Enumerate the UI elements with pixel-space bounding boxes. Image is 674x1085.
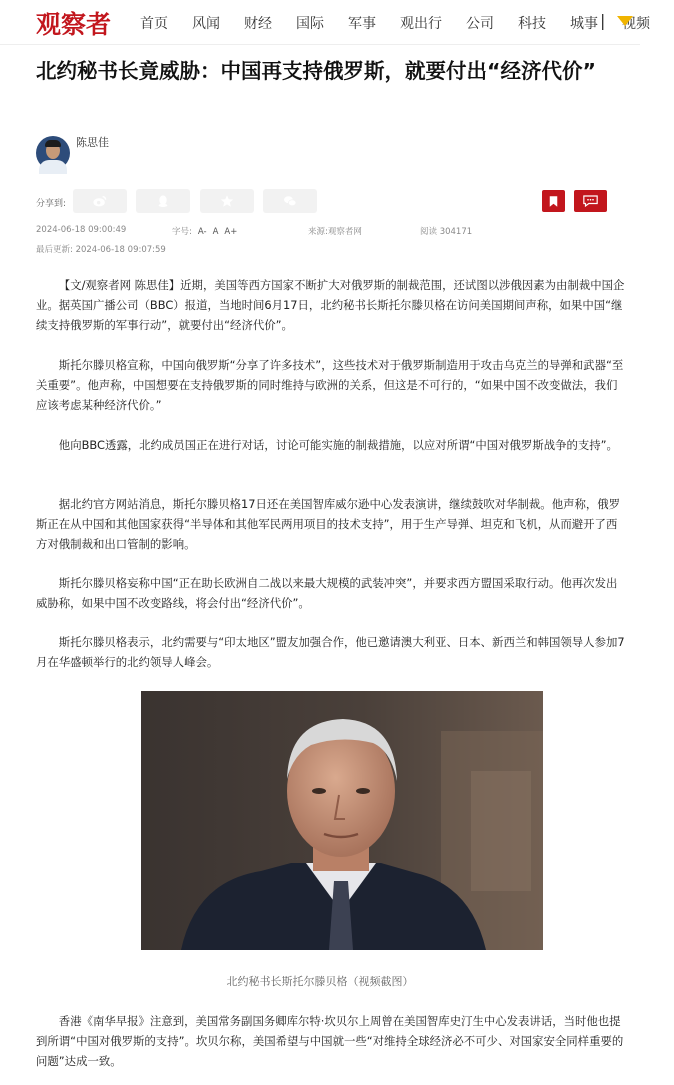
share-label: 分享到: (36, 199, 67, 209)
article-source: 来源:观察者网 (308, 227, 362, 237)
star-icon (220, 194, 234, 208)
nav-item-company[interactable]: 公司 (466, 16, 494, 32)
nav-item-fengwen[interactable]: 风闻 (192, 16, 220, 32)
comment-button[interactable] (574, 190, 607, 212)
nav-more-chevron-icon[interactable] (617, 16, 633, 26)
font-size-label: 字号: (172, 227, 192, 237)
qq-penguin-icon (156, 194, 170, 208)
nav-separator: | (600, 11, 606, 30)
nav-item-city[interactable]: 城事 (570, 16, 598, 32)
nav-item-travel[interactable]: 观出行 (400, 16, 442, 32)
article-paragraph: 他向BBC透露，北约成员国正在进行对话，讨论可能实施的制裁措施，以应对所谓“中国对俄罗斯战争的支持”。 (58, 438, 618, 452)
article-paragraph: 【文/观察者网 陈思佳】近期，美国等西方国家不断扩大对俄罗斯的制裁范围，还试图以涉俄因素为由制裁中国企业。据英国广播公司（BBC）报道，当地时间6月17日，北约秘书长斯托尔滕贝格在访问美国期间声称，如果中国“继续支持俄罗斯的军事行动”，就要付出“经济代价”。 (36, 278, 625, 332)
font-size-increase-button[interactable]: A+ (224, 227, 238, 237)
article-paragraph: 斯托尔滕贝格妄称中国“正在助长欧洲自二战以来最大规模的武装冲突”，并要求西方盟国采取行动。他再次发出威胁称，如果中国不改变路线，将会付出“经济代价”。 (36, 576, 618, 610)
nav-item-military[interactable]: 军事 (348, 16, 376, 32)
font-size-control (172, 225, 237, 237)
article-paragraph: 香港《南华早报》注意到，美国常务副国务卿库尔特·坎贝尔上周曾在美国智库史汀生中心发表讲话，当时他也提到所谓“中国对俄罗斯的支持”。坎贝尔称，美国希望与中国就一些“对维持全球经济必不可少、对国家安全同样重要的问题”达成一致。 (36, 1014, 624, 1068)
article-title: 北约秘书长竟威胁：中国再支持俄罗斯，就要付出“经济代价” (36, 59, 596, 83)
share-favorite-button[interactable] (200, 189, 254, 213)
image-caption: 北约秘书长斯托尔滕贝格（视频截图） (226, 975, 414, 988)
nav-item-home[interactable]: 首页 (140, 16, 168, 32)
author-avatar[interactable] (36, 136, 70, 170)
wechat-icon (283, 194, 297, 208)
author-name[interactable]: 陈思佳 (76, 136, 109, 149)
weibo-icon (93, 194, 107, 208)
article-paragraph: 斯托尔滕贝格宣称，中国向俄罗斯“分享了许多技术”，这些技术对于俄罗斯制造用于攻击乌克兰的导弹和武器“至关重要”。他声称，中国想要在支持俄罗斯的同时维持与欧洲的关系，但这是不可行的，“如果中国不改变做法，我们应该考虑某种经济代价。” (36, 358, 624, 412)
share-qq-button[interactable] (136, 189, 190, 213)
share-wechat-button[interactable] (263, 189, 317, 213)
last-updated: 最后更新: 2024-06-18 09:07:59 (36, 245, 166, 255)
nav-item-international[interactable]: 国际 (296, 16, 324, 32)
publish-time: 2024-06-18 09:00:49 (36, 225, 127, 235)
nav-item-tech[interactable]: 科技 (518, 16, 546, 32)
font-size-decrease-button[interactable]: A- (197, 227, 207, 237)
article-paragraph: 据北约官方网站消息，斯托尔滕贝格17日还在美国智库威尔逊中心发表演讲，继续鼓吹对华制裁。他声称，俄罗斯正在从中国和其他国家获得“半导体和其他军民两用项目的技术支持”，用于生产导弹、坦克和飞机，从而避开了西方对俄制裁和出口管制的影响。 (36, 497, 621, 551)
comment-icon (583, 195, 598, 207)
view-count: 阅读 304171 (420, 227, 473, 237)
nav-item-video[interactable]: 视频 (622, 16, 650, 32)
font-size-normal-button[interactable]: A (212, 227, 219, 237)
article-paragraph: 斯托尔滕贝格表示，北约需要与“印太地区”盟友加强合作，他已邀请澳大利亚、日本、新西兰和韩国领导人参加7月在华盛顿举行的北约领导人峰会。 (36, 635, 625, 669)
share-weibo-button[interactable] (73, 189, 127, 213)
bookmark-button[interactable] (542, 190, 565, 212)
top-navigation-bar (0, 0, 650, 45)
article-image (141, 691, 543, 950)
nav-item-finance[interactable]: 财经 (244, 16, 272, 32)
bookmark-icon (549, 196, 558, 207)
site-logo[interactable]: 观察者 (36, 10, 112, 39)
main-nav (140, 13, 674, 33)
